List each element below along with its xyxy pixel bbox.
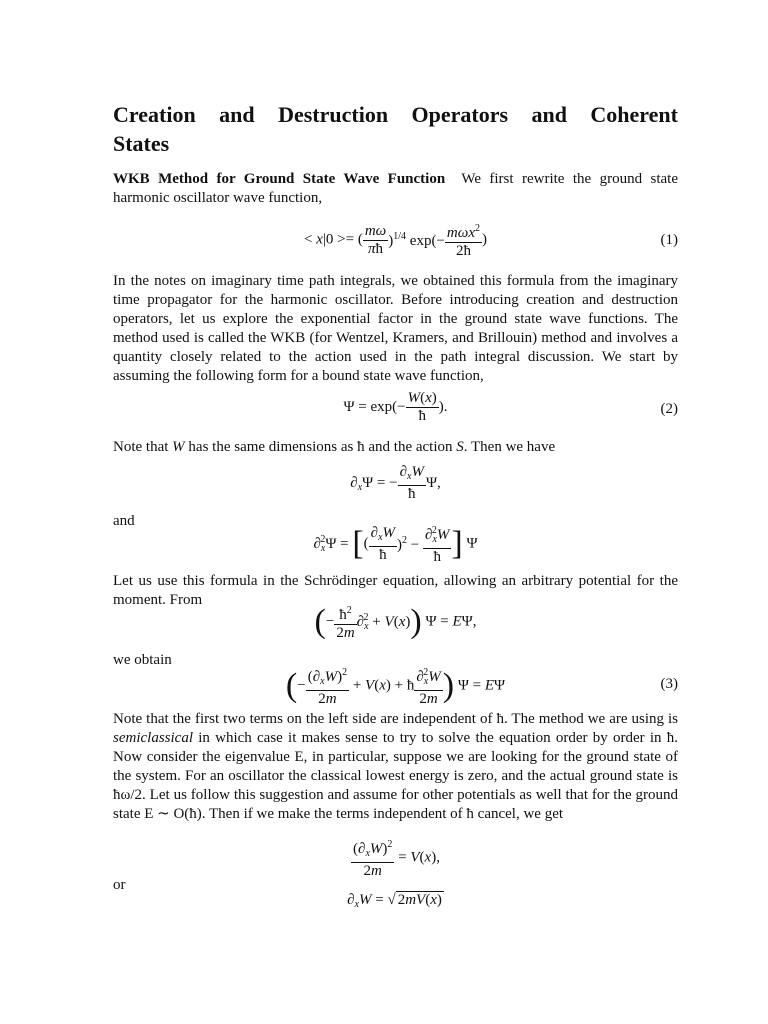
title-line-1: Creation and Destruction Operators and Coherent [113, 102, 678, 127]
equation-second-derivative: $\partial_x^2\Psi$ = [( $\frac{\partial_xW}{ħ}$ )$^2$ − $\frac{\partial_x^2W}{ħ}$ ] Ψ [113, 522, 678, 568]
section-intro-text: We first rewrite the ground state harmonic oscillator wave function, [113, 171, 679, 206]
equation-1: < x|0 >= ( $\frac{m\omega}{\pi ħ}$ )$^{1/4}$ exp(− $\frac{m\omega x^2}{2ħ}$ ) (1) [113, 220, 678, 262]
word-and: and [113, 513, 135, 529]
paragraph-dimensions: Note that W has the same dimensions as ħ and the action S. Then we have [113, 439, 556, 455]
section-intro [113, 170, 678, 208]
equation-first-derivative: $\partial_x\Psi$ = − $\frac{\partial_xW}{ħ}$ Ψ, [350, 464, 441, 502]
title-line-2: States [113, 131, 170, 156]
equation-sqrt: $\partial_xW$ = √ 2mV(x) [347, 892, 442, 910]
phrase-we-obtain: we obtain [113, 652, 172, 668]
page-title [113, 100, 678, 158]
equation-3: (− $\frac{(\partial_xW)^2}{2m}$ + V(x) + ħ $\frac{\partial_x^2W}{2m}$ ) Ψ = EΨ (3) [113, 664, 678, 708]
equation-schrodinger: (− $\frac{ħ^2}{2m}$ $\partial_x^2 + V(x)$) Ψ = EΨ, [314, 603, 477, 641]
paragraph-semiclassical: Note that the first two terms on the left side are independent of ħ. The method we are using is semiclassical in which case it makes sense to try to solve the equation order by order in ħ. Now consider the eigenvalue E, in particular, suppose we are looking for the ground state of the system. For an oscillator the classical lowest energy is zero, and the actual ground state is ħω/2. Let us follow this suggestion and assume for other potentials as well that for the ground state E ∼ O(ħ). Then if we make the terms independent of ħ cancel, we get [113, 711, 678, 822]
paragraph-wkb-intro: In the notes on imaginary time path integrals, we obtained this formula from the imaginary time propagator for the harmonic oscillator. Before introducing creation and destruction operators, let us explore the exponential factor in the ground state wave functions. The method used is called the WKB (for Wentzel, Kramers, and Brillouin) method and involves a quantity closely related to the action used in the path integral discussion. We start by assuming the following form for a bound state wave function, [113, 273, 678, 384]
word-or: or [113, 877, 126, 893]
paragraph-schrodinger: Let us use this formula in the Schrödinger equation, allowing an arbitrary potential for the moment. From [113, 573, 678, 608]
equation-3-number: (3) [660, 676, 678, 692]
equation-2-number: (2) [660, 401, 678, 417]
equation-hbar-independent: $\frac{(\partial_xW)^2}{2m}$ = V(x), [113, 836, 678, 876]
equation-1-number: (1) [660, 232, 678, 248]
section-heading: WKB Method for Ground State Wave Function [113, 171, 446, 187]
equation-2: Ψ = exp(− $\frac{W(x)}{ħ}$ ). (2) [343, 390, 678, 424]
